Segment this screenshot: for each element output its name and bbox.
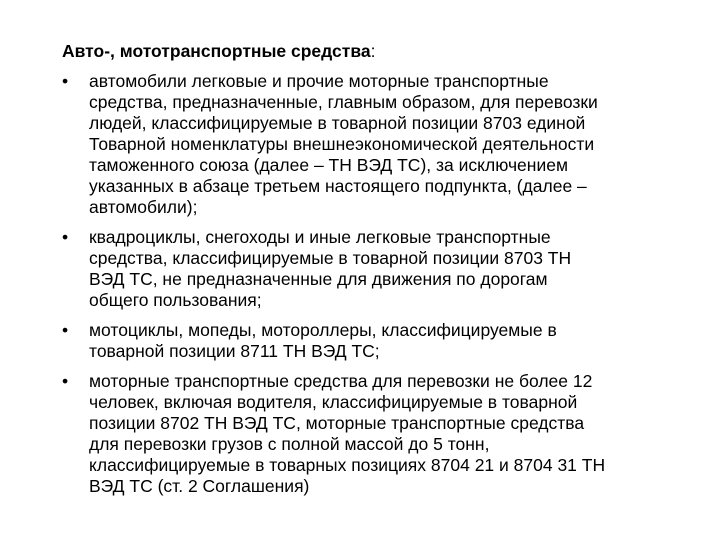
text-line: человек, включая водителя, классифицируемые в товарной: [89, 392, 578, 412]
text-line: мотоциклы, мопеды, мотороллеры, классифицируемые в: [89, 320, 557, 340]
slide-content: [62, 40, 662, 506]
text-line: людей, классифицируемые в товарной позиции 8703 единой: [89, 113, 586, 133]
text-line: указанных в абзаце третьем настоящего подпункта, (далее –: [89, 176, 587, 196]
text-line: товарной позиции 8711 ТН ВЭД ТС;: [89, 341, 380, 361]
list-item: [62, 371, 662, 497]
list-item-text: [89, 71, 662, 218]
bullet-icon: •: [62, 320, 69, 340]
text-line: автомобили);: [89, 197, 198, 217]
text-line: ВЭД ТС (ст. 2 Соглашения): [89, 476, 310, 496]
text-line: позиции 8702 ТН ВЭД ТС, моторные транспортные средства: [89, 413, 585, 433]
text-line: для перевозки грузов с полной массой до 5 тонн,: [89, 434, 490, 454]
text-line: средства, классифицируемые в товарной позиции 8703 ТН: [89, 248, 572, 268]
list-item: [62, 227, 662, 311]
bullet-icon: •: [62, 371, 69, 391]
text-line: квадроциклы, снегоходы и иные легковые транспортные: [89, 227, 551, 247]
text-line: классифицируемые в товарных позициях 8704 21 и 8704 31 ТН: [89, 455, 606, 475]
slide-heading: [62, 40, 662, 62]
text-line: таможенного союза (далее – ТН ВЭД ТС), за исключением: [89, 155, 568, 175]
heading-bold-text: Авто-, мототранспортные средства: [62, 41, 371, 61]
text-line: Товарной номенклатуры внешнеэкономической деятельности: [89, 134, 595, 154]
text-line: ВЭД ТС, не предназначенные для движения по дорогам: [89, 269, 548, 289]
bullet-icon: •: [62, 227, 69, 247]
list-item-text: [89, 371, 662, 497]
bullet-list: [62, 71, 662, 497]
list-item-text: [89, 320, 662, 362]
text-line: общего пользования;: [89, 290, 262, 310]
list-item: [62, 320, 662, 362]
list-item-text: [89, 227, 662, 311]
text-line: автомобили легковые и прочие моторные транспортные: [89, 71, 549, 91]
heading-colon: :: [370, 41, 376, 61]
list-item: [62, 71, 662, 218]
text-line: моторные транспортные средства для перевозки не более 12: [89, 371, 593, 391]
text-line: средства, предназначенные, главным образом, для перевозки: [89, 92, 598, 112]
bullet-icon: •: [62, 71, 69, 91]
